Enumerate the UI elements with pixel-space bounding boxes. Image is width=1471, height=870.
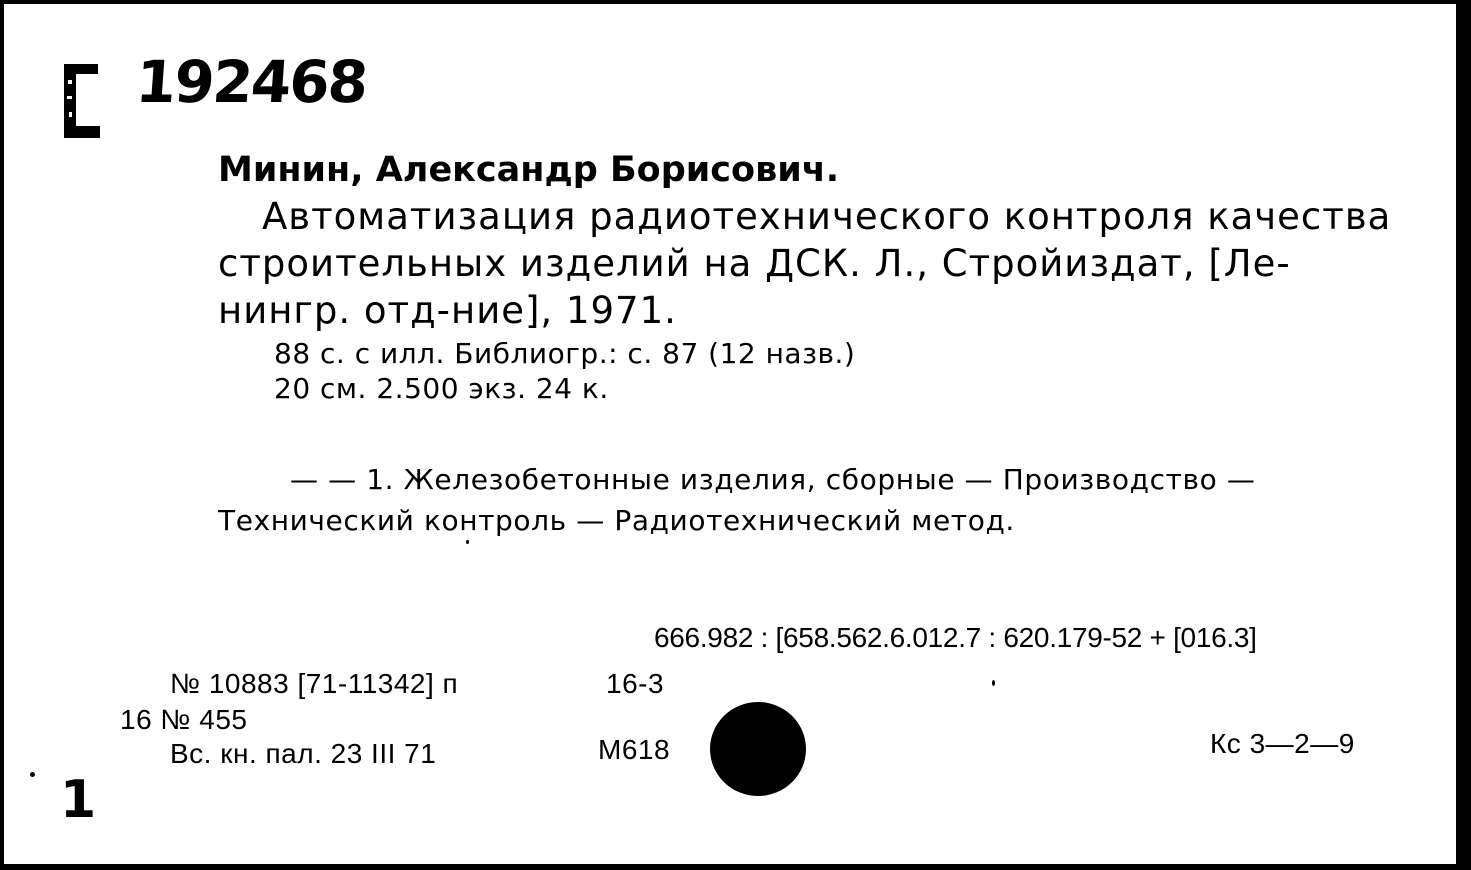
title-line-1: Автоматизация радиотехнического контроля качества bbox=[262, 195, 1392, 238]
title-line-2: строительных изделий на ДСК. Л., Стройиздат, [Ле- bbox=[218, 242, 1291, 285]
series-number: 16 № 455 bbox=[120, 704, 248, 735]
classification-code: Кс 3—2—9 bbox=[1210, 728, 1355, 759]
subject-heading-line-1: — — 1. Железобетонные изделия, сборные — Производство — bbox=[290, 463, 1256, 496]
catalog-card bbox=[4, 4, 1462, 864]
code-right: 16-3 bbox=[606, 668, 665, 699]
title-line-3: нингр. отд-ние], 1971. bbox=[218, 289, 677, 332]
ink-speck bbox=[466, 540, 469, 544]
author-name: Минин, Александр Борисович. bbox=[218, 150, 840, 190]
subject-heading-line-2: Технический контроль — Радиотехнический метод. bbox=[218, 504, 1015, 537]
book-chamber-registry: Вс. кн. пал. 23 III 71 bbox=[170, 738, 437, 769]
udc-classification: 666.982 : [658.562.6.012.7 : 620.179-52 + [016.3] bbox=[654, 622, 1257, 653]
physical-description-line-1: 88 с. с илл. Библиогр.: с. 87 (12 назв.) bbox=[274, 337, 856, 370]
handwritten-inventory-number: 192468 bbox=[133, 48, 369, 116]
ink-speck bbox=[30, 772, 35, 777]
record-number: № 10883 [71-11342] п bbox=[170, 668, 459, 699]
handwritten-side-mark: 1 bbox=[60, 770, 97, 830]
print-code: М618 bbox=[598, 734, 671, 765]
ink-speck bbox=[992, 680, 995, 686]
library-stamp-mark bbox=[62, 62, 102, 140]
physical-description-line-2: 20 см. 2.500 экз. 24 к. bbox=[274, 372, 609, 405]
punch-hole bbox=[710, 702, 806, 796]
